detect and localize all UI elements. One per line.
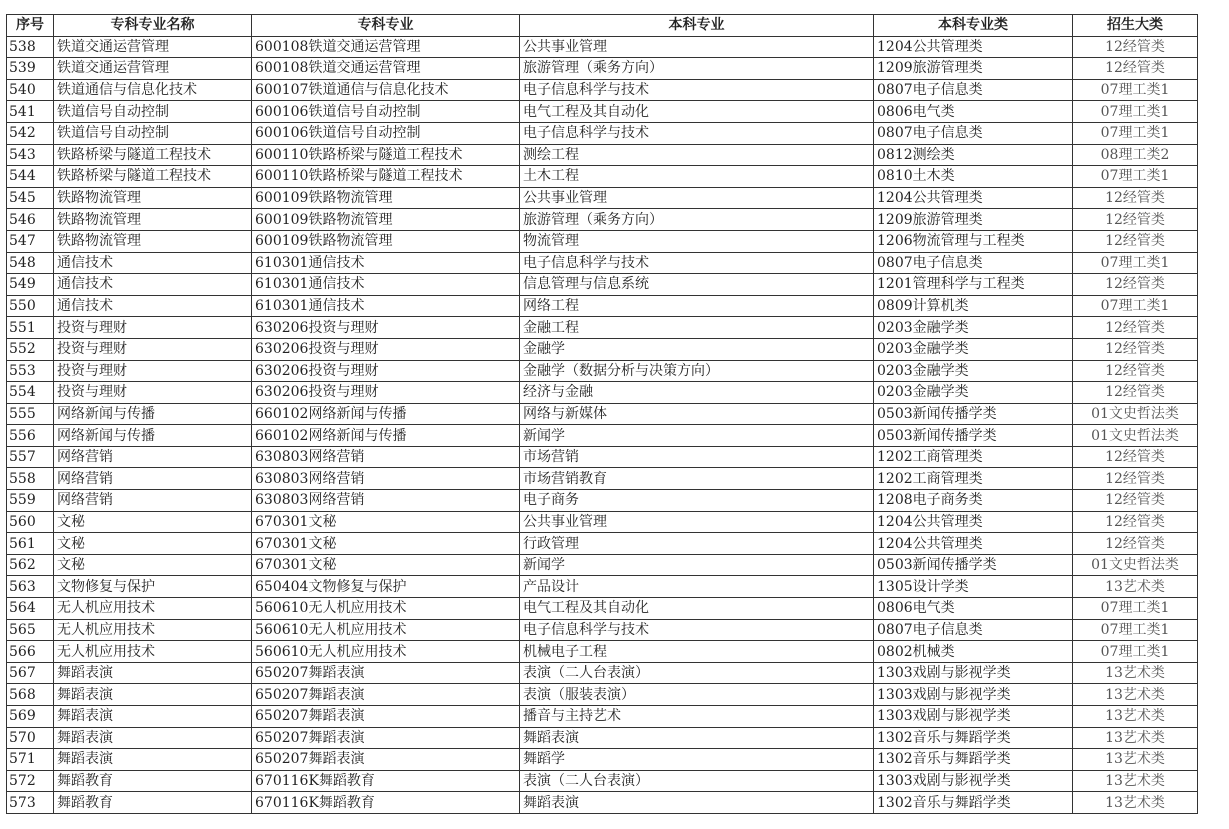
table-row: [7, 187, 1198, 209]
bachelor-major-cell: 旅游管理（乘务方向）: [520, 209, 874, 231]
enrollment-category-cell: 07理工类1: [1073, 252, 1198, 274]
enrollment-category-cell: 01文史哲法类: [1073, 403, 1198, 425]
bachelor-major-cell: 舞蹈表演: [520, 792, 874, 814]
enrollment-category-cell: 07理工类1: [1073, 295, 1198, 317]
junior-major-cell: 610301通信技术: [252, 252, 520, 274]
table-row: [7, 533, 1198, 555]
junior-major-name-cell: 铁路物流管理: [54, 230, 252, 252]
bachelor-category-cell: 1209旅游管理类: [874, 58, 1073, 80]
junior-major-name-cell: 铁路物流管理: [54, 187, 252, 209]
enrollment-category-cell: 13艺术类: [1073, 684, 1198, 706]
index-cell: 541: [7, 101, 54, 123]
bachelor-major-cell: 电气工程及其自动化: [520, 101, 874, 123]
enrollment-category-cell: 07理工类1: [1073, 79, 1198, 101]
bachelor-major-cell: 新闻学: [520, 425, 874, 447]
bachelor-category-cell: 0503新闻传播学类: [874, 425, 1073, 447]
junior-major-cell: 660102网络新闻与传播: [252, 425, 520, 447]
junior-major-cell: 560610无人机应用技术: [252, 598, 520, 620]
junior-major-cell: 630206投资与理财: [252, 382, 520, 404]
table-row: [7, 662, 1198, 684]
bachelor-category-cell: 0810土木类: [874, 166, 1073, 188]
enrollment-category-cell: 07理工类1: [1073, 619, 1198, 641]
enrollment-category-cell: 13艺术类: [1073, 662, 1198, 684]
junior-major-cell: 660102网络新闻与传播: [252, 403, 520, 425]
enrollment-category-cell: 12经管类: [1073, 209, 1198, 231]
junior-major-cell: 670301文秘: [252, 511, 520, 533]
bachelor-category-cell: 1209旅游管理类: [874, 209, 1073, 231]
junior-major-cell: 630206投资与理财: [252, 317, 520, 339]
index-cell: 538: [7, 36, 54, 58]
enrollment-category-cell: 13艺术类: [1073, 749, 1198, 771]
junior-major-cell: 600106铁道信号自动控制: [252, 101, 520, 123]
bachelor-major-cell: 物流管理: [520, 230, 874, 252]
enrollment-category-cell: 13艺术类: [1073, 706, 1198, 728]
bachelor-major-cell: 表演（二人台表演）: [520, 662, 874, 684]
index-cell: 556: [7, 425, 54, 447]
index-cell: 550: [7, 295, 54, 317]
junior-major-name-cell: 网络营销: [54, 468, 252, 490]
bachelor-category-cell: 1206物流管理与工程类: [874, 230, 1073, 252]
table-row: [7, 101, 1198, 123]
index-cell: 549: [7, 274, 54, 296]
junior-major-cell: 630206投资与理财: [252, 338, 520, 360]
table-row: [7, 490, 1198, 512]
table-row: [7, 727, 1198, 749]
enrollment-category-cell: 12经管类: [1073, 317, 1198, 339]
bachelor-major-cell: 市场营销: [520, 446, 874, 468]
junior-major-name-cell: 舞蹈教育: [54, 792, 252, 814]
table-row: [7, 122, 1198, 144]
bachelor-major-cell: 网络工程: [520, 295, 874, 317]
enrollment-category-cell: 01文史哲法类: [1073, 554, 1198, 576]
bachelor-major-cell: 表演（二人台表演）: [520, 770, 874, 792]
enrollment-category-cell: 12经管类: [1073, 230, 1198, 252]
junior-major-cell: 600109铁路物流管理: [252, 187, 520, 209]
bachelor-major-cell: 网络与新媒体: [520, 403, 874, 425]
junior-major-cell: 630206投资与理财: [252, 360, 520, 382]
junior-major-cell: 650404文物修复与保护: [252, 576, 520, 598]
table-row: [7, 641, 1198, 663]
table-row: [7, 619, 1198, 641]
junior-major-cell: 610301通信技术: [252, 274, 520, 296]
bachelor-major-cell: 旅游管理（乘务方向）: [520, 58, 874, 80]
bachelor-major-cell: 金融学: [520, 338, 874, 360]
index-cell: 560: [7, 511, 54, 533]
bachelor-category-cell: 1303戏剧与影视学类: [874, 770, 1073, 792]
table-row: [7, 382, 1198, 404]
bachelor-category-cell: 1201管理科学与工程类: [874, 274, 1073, 296]
junior-major-name-cell: 舞蹈表演: [54, 684, 252, 706]
table-row: [7, 274, 1198, 296]
bachelor-category-cell: 1302音乐与舞蹈学类: [874, 749, 1073, 771]
bachelor-category-cell: 1204公共管理类: [874, 187, 1073, 209]
junior-major-cell: 650207舞蹈表演: [252, 706, 520, 728]
index-cell: 563: [7, 576, 54, 598]
bachelor-major-cell: 产品设计: [520, 576, 874, 598]
junior-major-name-cell: 通信技术: [54, 295, 252, 317]
bachelor-category-cell: 1202工商管理类: [874, 446, 1073, 468]
header-row: [7, 15, 1198, 37]
bachelor-category-cell: 1204公共管理类: [874, 511, 1073, 533]
table-row: [7, 338, 1198, 360]
header-index: 序号: [7, 15, 54, 37]
table-row: [7, 598, 1198, 620]
junior-major-name-cell: 铁道交通运营管理: [54, 58, 252, 80]
table-row: [7, 770, 1198, 792]
index-cell: 555: [7, 403, 54, 425]
bachelor-category-cell: 1208电子商务类: [874, 490, 1073, 512]
junior-major-name-cell: 文秘: [54, 533, 252, 555]
enrollment-category-cell: 12经管类: [1073, 446, 1198, 468]
table-row: [7, 511, 1198, 533]
table-row: [7, 252, 1198, 274]
junior-major-name-cell: 网络营销: [54, 490, 252, 512]
junior-major-name-cell: 投资与理财: [54, 338, 252, 360]
table-row: [7, 706, 1198, 728]
junior-major-name-cell: 舞蹈表演: [54, 706, 252, 728]
enrollment-category-cell: 07理工类1: [1073, 166, 1198, 188]
enrollment-category-cell: 07理工类1: [1073, 122, 1198, 144]
table-row: [7, 317, 1198, 339]
index-cell: 562: [7, 554, 54, 576]
bachelor-major-cell: 测绘工程: [520, 144, 874, 166]
junior-major-cell: 670301文秘: [252, 533, 520, 555]
index-cell: 545: [7, 187, 54, 209]
junior-major-name-cell: 网络新闻与传播: [54, 403, 252, 425]
bachelor-major-cell: 新闻学: [520, 554, 874, 576]
index-cell: 547: [7, 230, 54, 252]
enrollment-category-cell: 13艺术类: [1073, 727, 1198, 749]
junior-major-name-cell: 铁道信号自动控制: [54, 122, 252, 144]
junior-major-cell: 670116K舞蹈教育: [252, 792, 520, 814]
index-cell: 544: [7, 166, 54, 188]
junior-major-name-cell: 铁路桥梁与隧道工程技术: [54, 166, 252, 188]
junior-major-name-cell: 铁道通信与信息化技术: [54, 79, 252, 101]
junior-major-cell: 630803网络营销: [252, 490, 520, 512]
bachelor-major-cell: 市场营销教育: [520, 468, 874, 490]
junior-major-cell: 600110铁路桥梁与隧道工程技术: [252, 166, 520, 188]
junior-major-name-cell: 舞蹈教育: [54, 770, 252, 792]
enrollment-category-cell: 13艺术类: [1073, 576, 1198, 598]
junior-major-cell: 650207舞蹈表演: [252, 684, 520, 706]
enrollment-category-cell: 01文史哲法类: [1073, 425, 1198, 447]
bachelor-major-cell: 行政管理: [520, 533, 874, 555]
enrollment-category-cell: 12经管类: [1073, 36, 1198, 58]
index-cell: 546: [7, 209, 54, 231]
junior-major-name-cell: 铁道信号自动控制: [54, 101, 252, 123]
junior-major-name-cell: 铁道交通运营管理: [54, 36, 252, 58]
bachelor-category-cell: 1302音乐与舞蹈学类: [874, 792, 1073, 814]
junior-major-cell: 600108铁道交通运营管理: [252, 58, 520, 80]
table-row: [7, 792, 1198, 814]
table-row: [7, 554, 1198, 576]
junior-major-name-cell: 无人机应用技术: [54, 641, 252, 663]
major-mapping-table: [6, 14, 1198, 814]
table-row: [7, 576, 1198, 598]
header-junior-major: 专科专业: [252, 15, 520, 37]
table-row: [7, 58, 1198, 80]
bachelor-major-cell: 土木工程: [520, 166, 874, 188]
index-cell: 565: [7, 619, 54, 641]
table-row: [7, 230, 1198, 252]
junior-major-cell: 670116K舞蹈教育: [252, 770, 520, 792]
index-cell: 570: [7, 727, 54, 749]
table-row: [7, 295, 1198, 317]
bachelor-category-cell: 1305设计学类: [874, 576, 1073, 598]
bachelor-major-cell: 舞蹈表演: [520, 727, 874, 749]
index-cell: 567: [7, 662, 54, 684]
index-cell: 553: [7, 360, 54, 382]
enrollment-category-cell: 12经管类: [1073, 58, 1198, 80]
index-cell: 569: [7, 706, 54, 728]
bachelor-major-cell: 经济与金融: [520, 382, 874, 404]
bachelor-category-cell: 0503新闻传播学类: [874, 403, 1073, 425]
enrollment-category-cell: 12经管类: [1073, 490, 1198, 512]
junior-major-cell: 630803网络营销: [252, 468, 520, 490]
bachelor-category-cell: 0806电气类: [874, 598, 1073, 620]
index-cell: 551: [7, 317, 54, 339]
bachelor-category-cell: 0802机械类: [874, 641, 1073, 663]
junior-major-cell: 560610无人机应用技术: [252, 641, 520, 663]
enrollment-category-cell: 12经管类: [1073, 468, 1198, 490]
table-row: [7, 166, 1198, 188]
bachelor-major-cell: 电气工程及其自动化: [520, 598, 874, 620]
index-cell: 571: [7, 749, 54, 771]
bachelor-category-cell: 1204公共管理类: [874, 36, 1073, 58]
junior-major-name-cell: 铁路桥梁与隧道工程技术: [54, 144, 252, 166]
header-enrollment-category: 招生大类: [1073, 15, 1198, 37]
junior-major-cell: 600110铁路桥梁与隧道工程技术: [252, 144, 520, 166]
junior-major-cell: 600107铁道通信与信息化技术: [252, 79, 520, 101]
index-cell: 557: [7, 446, 54, 468]
table-row: [7, 749, 1198, 771]
enrollment-category-cell: 13艺术类: [1073, 792, 1198, 814]
enrollment-category-cell: 12经管类: [1073, 360, 1198, 382]
index-cell: 573: [7, 792, 54, 814]
index-cell: 552: [7, 338, 54, 360]
table-row: [7, 360, 1198, 382]
junior-major-cell: 610301通信技术: [252, 295, 520, 317]
index-cell: 558: [7, 468, 54, 490]
index-cell: 542: [7, 122, 54, 144]
index-cell: 548: [7, 252, 54, 274]
bachelor-category-cell: 0807电子信息类: [874, 122, 1073, 144]
bachelor-major-cell: 舞蹈学: [520, 749, 874, 771]
bachelor-major-cell: 公共事业管理: [520, 511, 874, 533]
table-row: [7, 209, 1198, 231]
bachelor-major-cell: 公共事业管理: [520, 36, 874, 58]
bachelor-major-cell: 金融工程: [520, 317, 874, 339]
bachelor-category-cell: 1302音乐与舞蹈学类: [874, 727, 1073, 749]
enrollment-category-cell: 08理工类2: [1073, 144, 1198, 166]
junior-major-name-cell: 投资与理财: [54, 382, 252, 404]
index-cell: 559: [7, 490, 54, 512]
junior-major-name-cell: 网络营销: [54, 446, 252, 468]
junior-major-cell: 650207舞蹈表演: [252, 662, 520, 684]
bachelor-major-cell: 电子信息科学与技术: [520, 122, 874, 144]
index-cell: 543: [7, 144, 54, 166]
index-cell: 568: [7, 684, 54, 706]
junior-major-name-cell: 文物修复与保护: [54, 576, 252, 598]
bachelor-category-cell: 0203金融学类: [874, 360, 1073, 382]
index-cell: 539: [7, 58, 54, 80]
table-row: [7, 684, 1198, 706]
bachelor-category-cell: 0807电子信息类: [874, 619, 1073, 641]
table-row: [7, 403, 1198, 425]
bachelor-major-cell: 电子商务: [520, 490, 874, 512]
enrollment-category-cell: 13艺术类: [1073, 770, 1198, 792]
index-cell: 540: [7, 79, 54, 101]
bachelor-category-cell: 0203金融学类: [874, 338, 1073, 360]
table-row: [7, 446, 1198, 468]
bachelor-major-cell: 电子信息科学与技术: [520, 252, 874, 274]
junior-major-name-cell: 舞蹈表演: [54, 749, 252, 771]
index-cell: 564: [7, 598, 54, 620]
index-cell: 554: [7, 382, 54, 404]
junior-major-name-cell: 无人机应用技术: [54, 598, 252, 620]
bachelor-category-cell: 1204公共管理类: [874, 533, 1073, 555]
bachelor-category-cell: 1202工商管理类: [874, 468, 1073, 490]
bachelor-major-cell: 公共事业管理: [520, 187, 874, 209]
bachelor-category-cell: 0503新闻传播学类: [874, 554, 1073, 576]
junior-major-name-cell: 舞蹈表演: [54, 727, 252, 749]
bachelor-category-cell: 0809计算机类: [874, 295, 1073, 317]
junior-major-name-cell: 舞蹈表演: [54, 662, 252, 684]
junior-major-cell: 600106铁道信号自动控制: [252, 122, 520, 144]
junior-major-cell: 600108铁道交通运营管理: [252, 36, 520, 58]
junior-major-name-cell: 通信技术: [54, 274, 252, 296]
enrollment-category-cell: 07理工类1: [1073, 101, 1198, 123]
junior-major-name-cell: 通信技术: [54, 252, 252, 274]
junior-major-cell: 600109铁路物流管理: [252, 230, 520, 252]
junior-major-name-cell: 投资与理财: [54, 360, 252, 382]
bachelor-major-cell: 金融学（数据分析与决策方向）: [520, 360, 874, 382]
enrollment-category-cell: 12经管类: [1073, 511, 1198, 533]
table-row: [7, 468, 1198, 490]
junior-major-name-cell: 铁路物流管理: [54, 209, 252, 231]
bachelor-category-cell: 0806电气类: [874, 101, 1073, 123]
bachelor-major-cell: 电子信息科学与技术: [520, 79, 874, 101]
enrollment-category-cell: 07理工类1: [1073, 641, 1198, 663]
table-row: [7, 425, 1198, 447]
junior-major-cell: 650207舞蹈表演: [252, 727, 520, 749]
bachelor-category-cell: 0812测绘类: [874, 144, 1073, 166]
junior-major-cell: 630803网络营销: [252, 446, 520, 468]
table-row: [7, 36, 1198, 58]
junior-major-cell: 600109铁路物流管理: [252, 209, 520, 231]
bachelor-major-cell: 表演（服装表演）: [520, 684, 874, 706]
junior-major-name-cell: 文秘: [54, 554, 252, 576]
bachelor-category-cell: 0807电子信息类: [874, 79, 1073, 101]
table-row: [7, 79, 1198, 101]
junior-major-cell: 670301文秘: [252, 554, 520, 576]
index-cell: 572: [7, 770, 54, 792]
enrollment-category-cell: 12经管类: [1073, 187, 1198, 209]
bachelor-major-cell: 电子信息科学与技术: [520, 619, 874, 641]
bachelor-category-cell: 0807电子信息类: [874, 252, 1073, 274]
enrollment-category-cell: 12经管类: [1073, 382, 1198, 404]
header-bachelor-category: 本科专业类: [874, 15, 1073, 37]
enrollment-category-cell: 12经管类: [1073, 533, 1198, 555]
bachelor-category-cell: 0203金融学类: [874, 382, 1073, 404]
bachelor-major-cell: 机械电子工程: [520, 641, 874, 663]
junior-major-name-cell: 无人机应用技术: [54, 619, 252, 641]
enrollment-category-cell: 12经管类: [1073, 274, 1198, 296]
table-row: [7, 144, 1198, 166]
bachelor-major-cell: 播音与主持艺术: [520, 706, 874, 728]
junior-major-cell: 650207舞蹈表演: [252, 749, 520, 771]
bachelor-category-cell: 1303戏剧与影视学类: [874, 684, 1073, 706]
junior-major-name-cell: 文秘: [54, 511, 252, 533]
bachelor-category-cell: 1303戏剧与影视学类: [874, 662, 1073, 684]
header-bachelor-major: 本科专业: [520, 15, 874, 37]
enrollment-category-cell: 12经管类: [1073, 338, 1198, 360]
junior-major-cell: 560610无人机应用技术: [252, 619, 520, 641]
bachelor-major-cell: 信息管理与信息系统: [520, 274, 874, 296]
junior-major-name-cell: 投资与理财: [54, 317, 252, 339]
junior-major-name-cell: 网络新闻与传播: [54, 425, 252, 447]
index-cell: 566: [7, 641, 54, 663]
header-junior-major-name: 专科专业名称: [54, 15, 252, 37]
index-cell: 561: [7, 533, 54, 555]
bachelor-category-cell: 0203金融学类: [874, 317, 1073, 339]
enrollment-category-cell: 07理工类1: [1073, 598, 1198, 620]
bachelor-category-cell: 1303戏剧与影视学类: [874, 706, 1073, 728]
